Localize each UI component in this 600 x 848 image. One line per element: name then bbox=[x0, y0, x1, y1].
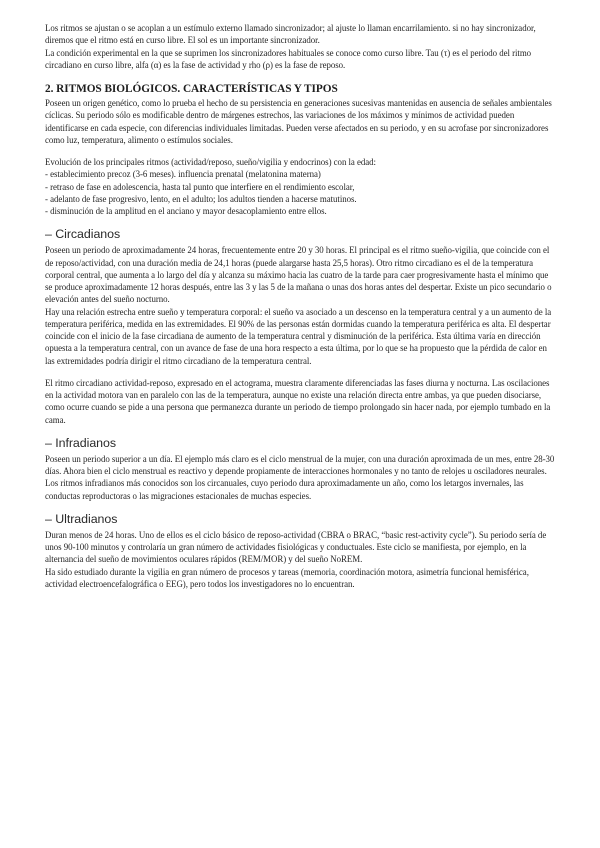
ultradianos-paragraph-1: Duran menos de 24 horas. Uno de ellos es el ciclo básico de reposo-actividad (CBRA o BRAC, “basic rest-activity cycle”). Su periodo sería de unos 90-100 minutos y controlaría un gran número de actividades fisiológicas y conductuales. Este ciclo se manifiesta, por ejemplo, en la alternancia del sueño de movimientos oculares rápidos (REM/MOR) y del sueño NoREM. bbox=[45, 529, 547, 565]
intro-paragraph-1: Los ritmos se ajustan o se acoplan a un estímulo externo llamado sincronizador; al ajuste lo llaman encarrilamiento. si no hay sincronizador, diremos que el ritmo está en curso libre. El sol es un importante sincronizador. bbox=[45, 23, 536, 46]
section-2-paragraph-1: Poseen un origen genético, como lo prueba el hecho de su persistencia en generaciones sucesivas mantenidas en ausencia de señales ambientales cíclicas. Su periodo sólo es modificable dentro de márgenes estrechos, las variaciones de los máximos y mínimos de actividad pueden identificarse en cada especie, con diferencias individuales limitadas. Pueden verse afectados en su periodo, y en su acrofase por sincronizadores como luz, temperatura, alimento o estímulos sociales. bbox=[45, 98, 552, 145]
infradianos-paragraph-2: Los ritmos infradianos más conocidos son los circanuales, cuyo periodo dura aproximadamente un año, como los letargos invernales, las conductas reproductoras o las migraciones estacionales de muchas especies. bbox=[45, 478, 524, 501]
document-page bbox=[45, 22, 557, 590]
intro-paragraph-2: La condición experimental en la que se suprimen los sincronizadores habituales se conoce como curso libre. Tau (τ) es el periodo del ritmo circadiano en curso libre, alfa (α) es la fase de actividad y rho (ρ) es la fase de reposo. bbox=[45, 47, 532, 70]
evolution-item: - retraso de fase en adolescencia, hasta tal punto que interfiere en el rendimiento escolar, bbox=[45, 181, 355, 192]
evolution-title: Evolución de los principales ritmos (actividad/reposo, sueño/vigilia y endocrinos) con la edad: bbox=[45, 157, 376, 167]
circadianos-paragraph-3: El ritmo circadiano actividad-reposo, expresado en el actograma, muestra claramente diferenciadas las fases diurna y nocturna. Las oscilaciones en la actividad motora van en paralelo con las de la temperatura, aunque no existe una relación directa entre ambas, ya que pueden disociarse, como ocurre cuando se pide a una persona que permanezca durante un periodo de tiempo prolongado sin hacer nada, por ejemplo tumbado en la cama. bbox=[45, 377, 551, 425]
circadianos-paragraph-2: Hay una relación estrecha entre sueño y temperatura corporal: el sueño va asociado a un descenso en la temperatura central y a un aumento de la temperatura periférica, medida en las extremidades. El 90% de las personas están dormidas cuando la temperatura periférica es alta. El despertar coincide con el inicio de la fase circadiana de aumento de la temperatura central y disminución de la periférica. Esta última varía en dirección opuesta a la temperatura central, con un avance de fase de una hora respecto a esta última, por lo que se ha propuesto que la pérdida de calor en las extremidades podría dirigir el ritmo circadiano de la temperatura central. bbox=[45, 306, 552, 366]
evolution-item: - disminución de la amplitud en el anciano y mayor desacoplamiento entre ellos. bbox=[45, 206, 327, 216]
evolution-item: - establecimiento precoz (3-6 meses). influencia prenatal (melatonina materna) bbox=[45, 169, 321, 180]
section-2-heading: 2. RITMOS BIOLÓGICOS. CARACTERÍSTICAS Y TIPOS bbox=[45, 83, 338, 95]
circadianos-paragraph-1: Poseen un periodo de aproximadamente 24 horas, frecuentemente entre 20 y 30 horas. El principal es el ritmo sueño-vigilia, que coincide con el de reposo/actividad, con una duración media de 24,1 horas (puede alargarse hasta 25,5 horas). Otro ritmo circadiano es el de la temperatura corporal central, que aumenta a lo largo del día y alcanza su máximo hacia las cuatro de la tarde para caer progresivamente hasta el mínimo que se produce aproximadamente 12 horas después, entre las 3 y las 5 de la mañana o unas dos horas antes del despertar. Existe un pico secundario o elevación antes del sueño nocturno. bbox=[45, 245, 552, 305]
evolution-item: - adelanto de fase progresivo, lento, en el adulto; los adultos tienden a hacerse matutinos. bbox=[45, 193, 357, 204]
infradianos-paragraph-1: Poseen un periodo superior a un día. El ejemplo más claro es el ciclo menstrual de la mujer, con una duración aproximada de un mes, entre 28-30 días. Ahora bien el ciclo menstrual es reactivo y depende propiamente de interacciones hormonales y no tanto de relojes u osciladores neurales. bbox=[45, 453, 555, 476]
evolution-list bbox=[45, 168, 557, 217]
circadianos-heading: – Circadianos bbox=[45, 227, 121, 242]
ultradianos-heading: – Ultradianos bbox=[45, 511, 118, 526]
infradianos-heading: – Infradianos bbox=[45, 435, 116, 450]
ultradianos-paragraph-2: Ha sido estudiado durante la vigilia en gran número de procesos y tareas (memoria, coordinación motora, asimetría funcional hemisférica, actividad electroencefalográfica o EEG), pero todos los investigadores no lo encuentran. bbox=[45, 566, 529, 589]
